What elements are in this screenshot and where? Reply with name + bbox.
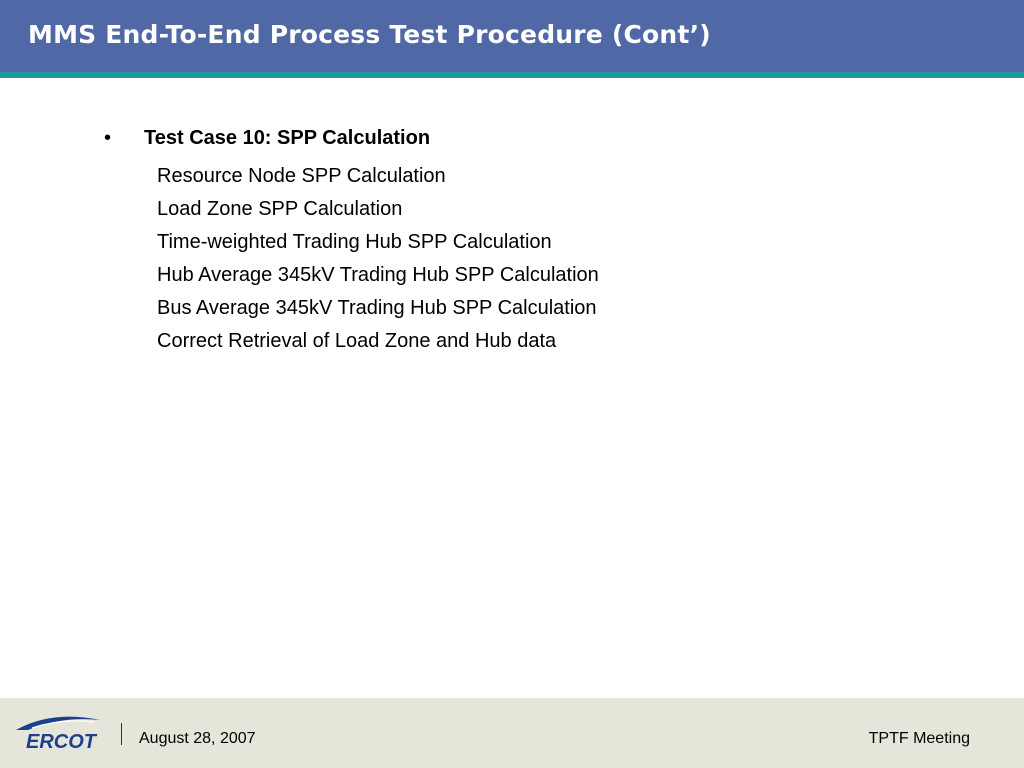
sub-item: Load Zone SPP Calculation	[157, 198, 403, 220]
footer-meeting-name: TPTF Meeting	[868, 730, 970, 747]
footer-date: August 28, 2007	[139, 730, 256, 747]
title-accent-stripe	[0, 72, 1024, 78]
sub-item-list	[157, 160, 599, 358]
ercot-logo	[12, 708, 104, 752]
footer	[0, 698, 1024, 768]
sub-item: Resource Node SPP Calculation	[157, 165, 446, 187]
sub-item: Correct Retrieval of Load Zone and Hub data	[157, 330, 557, 352]
logo-swoosh	[16, 717, 100, 730]
title-bar	[0, 0, 1024, 72]
bullet-heading: Test Case 10: SPP Calculation	[144, 127, 431, 149]
bullet-symbol: •	[104, 127, 112, 149]
sub-item: Time-weighted Trading Hub SPP Calculation	[157, 231, 552, 253]
sub-item: Bus Average 345kV Trading Hub SPP Calculation	[157, 297, 597, 319]
slide-title: MMS End-To-End Process Test Procedure (Cont’)	[28, 20, 711, 49]
footer-divider	[121, 723, 122, 745]
logo-wordmark: ERCOT	[26, 731, 96, 752]
sub-item: Hub Average 345kV Trading Hub SPP Calculation	[157, 264, 599, 286]
